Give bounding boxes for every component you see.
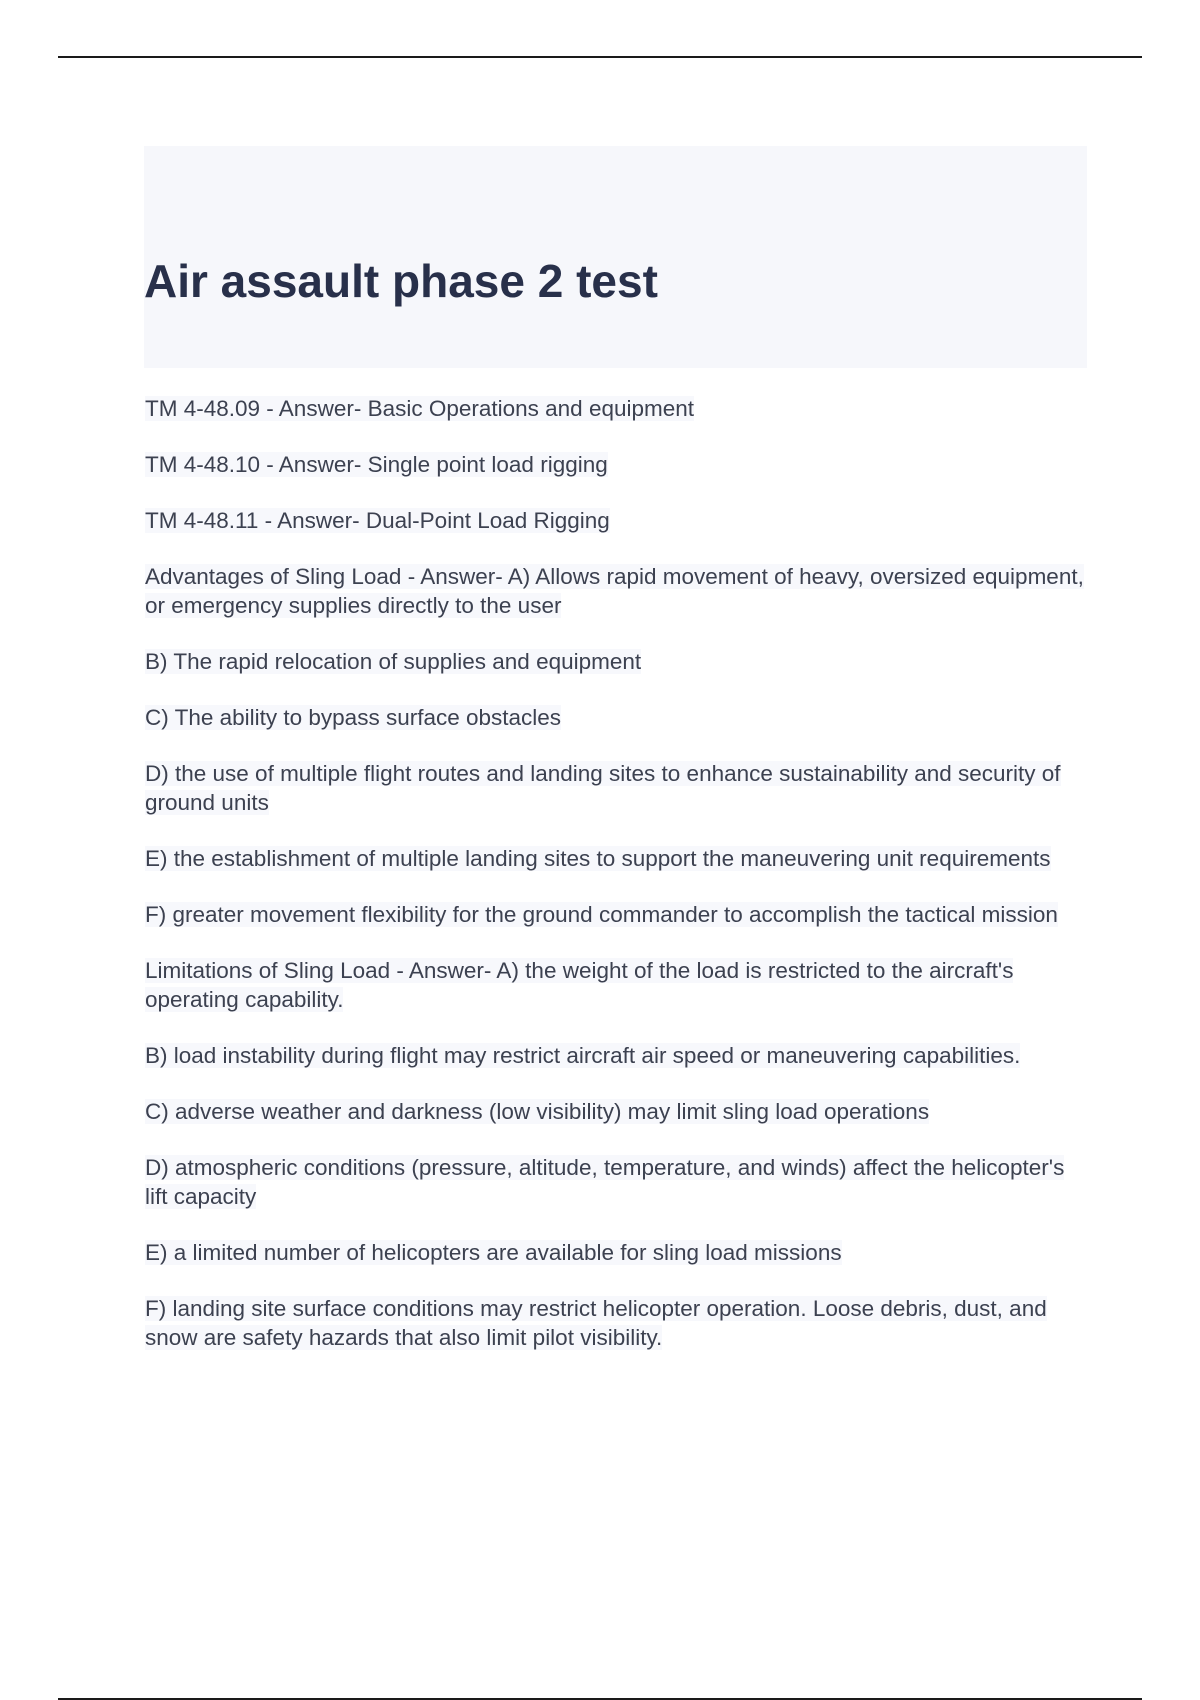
document-body: [145, 394, 1090, 1379]
entry-advantages-e: [145, 844, 1090, 873]
entry-advantages-d: [145, 759, 1090, 817]
entry-text: D) atmospheric conditions (pressure, altitude, temperature, and winds) affect the helicopter's lift capacity: [145, 1155, 1065, 1209]
entry-text: D) the use of multiple flight routes and landing sites to enhance sustainability and security of ground units: [145, 761, 1061, 815]
entry-limitations-d: [145, 1153, 1090, 1211]
entry-limitations-a: [145, 956, 1090, 1014]
entry-tm-4-48-10: [145, 450, 1090, 479]
entry-advantages-c: [145, 703, 1090, 732]
entry-text: C) adverse weather and darkness (low visibility) may limit sling load operations: [145, 1099, 930, 1124]
entry-text: F) greater movement flexibility for the ground commander to accomplish the tactical mission: [145, 902, 1058, 927]
entry-limitations-c: [145, 1097, 1090, 1126]
entry-advantages-f: [145, 900, 1090, 929]
entry-text: Limitations of Sling Load - Answer- A) the weight of the load is restricted to the aircraft's operating capability.: [145, 958, 1014, 1012]
entry-advantages-a: [145, 562, 1090, 620]
entry-text: E) the establishment of multiple landing sites to support the maneuvering unit requirements: [145, 846, 1051, 871]
entry-tm-4-48-11: [145, 506, 1090, 535]
entry-text: B) load instability during flight may restrict aircraft air speed or maneuvering capabilities.: [145, 1043, 1021, 1068]
title-banner: [144, 146, 1087, 368]
entry-text: TM 4-48.10 - Answer- Single point load rigging: [145, 452, 608, 477]
entry-limitations-f: [145, 1294, 1090, 1352]
entry-text: C) The ability to bypass surface obstacles: [145, 705, 562, 730]
entry-text: E) a limited number of helicopters are available for sling load missions: [145, 1240, 842, 1265]
document-title: Air assault phase 2 test: [144, 255, 658, 307]
entry-advantages-b: [145, 647, 1090, 676]
top-divider: [58, 56, 1142, 58]
entry-text: TM 4-48.11 - Answer- Dual-Point Load Rigging: [145, 508, 610, 533]
entry-tm-4-48-09: [145, 394, 1090, 423]
entry-limitations-b: [145, 1041, 1090, 1070]
entry-text: B) The rapid relocation of supplies and equipment: [145, 649, 642, 674]
entry-text: TM 4-48.09 - Answer- Basic Operations and equipment: [145, 396, 695, 421]
entry-text: Advantages of Sling Load - Answer- A) Allows rapid movement of heavy, oversized equipment, or emergency supplies directly to the user: [145, 564, 1084, 618]
entry-text: F) landing site surface conditions may restrict helicopter operation. Loose debris, dust, and snow are safety hazards that also limit pilot visibility.: [145, 1296, 1047, 1350]
entry-limitations-e: [145, 1238, 1090, 1267]
